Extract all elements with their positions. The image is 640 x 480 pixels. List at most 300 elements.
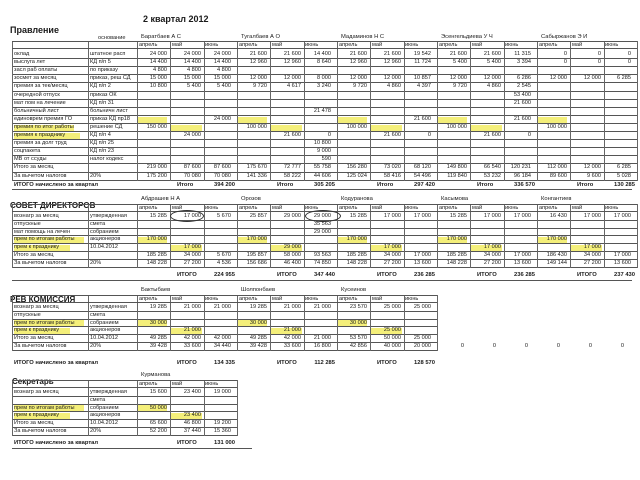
row-label: прем к празднику: [14, 327, 60, 334]
value-cell: 6 286: [517, 75, 531, 82]
quarter-total-label: ИТОГО начислено за квартал: [14, 360, 99, 366]
quarter-total-value: 112 285: [314, 360, 335, 366]
value-cell: 68 120: [413, 164, 431, 171]
grid-line: [88, 295, 89, 351]
month-header: май: [372, 296, 383, 302]
total-word: ИТОГО: [577, 272, 597, 278]
row-label: единоврем премия ГО: [14, 115, 73, 122]
person-name: Курманова: [141, 372, 171, 378]
value-cell: 0: [563, 51, 567, 57]
grid-line: [137, 295, 138, 351]
row-label: премия к празднику: [14, 132, 66, 138]
value-cell: 25 000: [383, 327, 401, 334]
row-basis: 10.04.2012: [90, 335, 118, 342]
value-cell: 70 080: [213, 172, 231, 179]
header-line: [12, 48, 637, 49]
row-basis: собранием: [90, 228, 119, 235]
value-cell: 119 840: [447, 172, 467, 179]
value-cell: 50 000: [149, 404, 167, 411]
grid-line: [12, 380, 13, 436]
row-label: отпускные: [14, 220, 41, 227]
value-cell: 12 960: [283, 59, 301, 66]
value-cell: 15 600: [149, 389, 167, 395]
value-cell: 12 000: [483, 75, 501, 82]
row-basis: КД п/п 23: [90, 148, 114, 155]
quarter-total-value: 134 335: [214, 360, 235, 366]
value-cell: 170 000: [446, 236, 467, 243]
month-header: июнь: [205, 381, 219, 387]
grid-line: [437, 41, 438, 181]
value-cell: 6 285: [617, 75, 631, 82]
value-cell: 25 000: [383, 304, 401, 310]
grid-line: [12, 41, 13, 181]
value-cell: 42 000: [213, 335, 231, 342]
grid-line: [470, 204, 471, 268]
month-header: апрель: [439, 42, 458, 48]
total-word: Итого: [577, 182, 594, 188]
value-cell: 21 600: [449, 51, 467, 57]
value-cell: 40 000: [383, 343, 401, 349]
value-cell: 21 000: [313, 304, 331, 310]
section-title-directors: СОВЕТ ДИРЕКТОРОВ: [10, 201, 96, 210]
value-cell: 25 000: [413, 304, 431, 310]
month-header: июнь: [605, 42, 619, 48]
value-cell: 10 857: [413, 75, 431, 82]
pen-circle: [305, 210, 341, 222]
value-cell: 14 400: [313, 51, 331, 57]
value-cell: 12 000: [349, 75, 367, 82]
person-name: Кодуранова: [341, 196, 373, 202]
value-cell: 39 428: [249, 343, 267, 349]
grid-line: [437, 295, 438, 351]
row-basis: штатное расп: [90, 51, 126, 57]
header-line: [12, 204, 637, 205]
value-cell: 149 144: [546, 259, 567, 266]
grid-line: [270, 41, 271, 181]
value-cell: 12 960: [249, 59, 267, 66]
value-cell: 12 000: [249, 75, 267, 82]
month-header: июнь: [505, 205, 519, 211]
section-title-secretary: Секретарь: [12, 377, 54, 386]
value-cell: 23 400: [183, 389, 201, 395]
row-label: прем по итогам работы: [14, 236, 75, 243]
value-cell: 0: [627, 59, 631, 66]
value-cell: 13 600: [413, 259, 431, 266]
value-cell: 185 285: [446, 252, 467, 258]
month-header: июнь: [205, 205, 219, 211]
value-cell: 6 285: [617, 164, 631, 171]
total-word: ИТОГО: [277, 360, 297, 366]
month-header: июнь: [305, 296, 319, 302]
value-cell: 21 000: [213, 304, 231, 310]
row-basis: 10.04.2012: [90, 244, 118, 251]
month-header: май: [472, 42, 483, 48]
month-header: июнь: [305, 205, 319, 211]
grid-line: [537, 41, 538, 181]
value-cell: 185 285: [146, 252, 167, 258]
total-word: ИТОГО: [277, 272, 297, 278]
month-header: июнь: [605, 205, 619, 211]
row-basis: налог кодекс: [90, 156, 124, 163]
row-label: отпускные: [14, 311, 41, 318]
value-cell: 17 000: [513, 213, 531, 219]
value-cell: 34 000: [483, 252, 501, 258]
row-basis: 20%: [90, 343, 102, 349]
value-cell: 16 430: [549, 213, 567, 219]
value-cell: 2 545: [517, 83, 531, 90]
value-cell: 5 670: [217, 213, 231, 219]
month-header: июнь: [205, 42, 219, 48]
row-basis: смета: [90, 311, 106, 318]
header-line: [12, 302, 437, 303]
month-header: апрель: [139, 42, 158, 48]
grid-line: [270, 295, 271, 351]
grid-line: [570, 41, 571, 181]
row-label: Итого за месяц: [14, 335, 54, 342]
row-basis: смета: [90, 396, 106, 403]
total-word: ИТОГО: [477, 272, 497, 278]
section-rule: [12, 280, 632, 281]
person-name: Кусеинов: [341, 287, 367, 293]
row-basis: 20%: [90, 172, 102, 179]
row-basis: 10.04.2012: [90, 420, 118, 427]
value-cell: 170 000: [146, 236, 167, 243]
value-cell: 21 600: [283, 51, 301, 57]
value-cell: 10 800: [149, 83, 167, 90]
value-cell: 0: [597, 51, 601, 57]
value-cell: 170 000: [546, 236, 567, 243]
value-cell: 15 000: [213, 75, 231, 82]
row-basis: КД п/п 2: [90, 83, 111, 90]
value-cell: 15 285: [449, 213, 467, 219]
grid-line: [137, 41, 138, 181]
value-cell: 0: [627, 51, 631, 57]
value-cell: 46 800: [183, 420, 201, 427]
value-cell: 13 600: [513, 259, 531, 266]
grid-line: [170, 41, 171, 181]
row-basis: приказ ОК: [90, 91, 117, 98]
quarter-total-value: 305 205: [314, 182, 335, 188]
value-cell: 8 640: [317, 59, 331, 66]
quarter-total-value: 128 570: [414, 360, 435, 366]
header-line: [12, 41, 637, 42]
person-name: Абдрашев Н А: [141, 196, 180, 202]
quarter-total-value: 130 285: [614, 182, 635, 188]
value-cell: 24 000: [183, 51, 201, 57]
value-cell: 21 000: [283, 327, 301, 334]
month-header: май: [272, 296, 283, 302]
value-cell: 30 000: [349, 319, 367, 326]
value-cell: 33 600: [183, 343, 201, 349]
value-cell: 4 800: [217, 67, 231, 74]
value-cell: 17 000: [483, 213, 501, 219]
value-cell: 19 542: [413, 51, 431, 57]
value-cell: 9 720: [453, 83, 467, 90]
month-header: апрель: [239, 296, 258, 302]
value-cell: 27 200: [483, 259, 501, 266]
quarter-total-value: 224 955: [214, 272, 235, 278]
value-cell: 4 617: [287, 83, 301, 90]
value-cell: 148 228: [446, 259, 467, 266]
grid-line: [204, 380, 205, 436]
month-header: май: [372, 42, 383, 48]
grid-line: [370, 204, 371, 268]
value-cell: 5 670: [217, 252, 231, 258]
value-cell: 35 563: [313, 220, 331, 227]
value-cell: 17 000: [513, 252, 531, 258]
value-cell: 66 540: [483, 164, 501, 171]
row-basis: собранием: [90, 319, 119, 326]
value-cell: 21 600: [513, 99, 531, 106]
total-word: Итого: [377, 182, 394, 188]
value-cell: 21 600: [483, 51, 501, 57]
total-word: ИТОГО: [177, 440, 197, 446]
value-cell: 125 024: [346, 172, 367, 179]
value-cell: 12 000: [449, 75, 467, 82]
row-basis: больничн лист: [90, 107, 128, 114]
quarter-total-value: 236 285: [414, 272, 435, 278]
grid-line: [304, 295, 305, 351]
month-header: апрель: [339, 205, 358, 211]
value-cell: 12 000: [383, 75, 401, 82]
value-cell: 21 478: [313, 107, 331, 114]
value-cell: 0: [527, 132, 531, 138]
value-cell: 54 496: [413, 172, 431, 179]
grid-line: [504, 41, 505, 181]
value-cell: 10 800: [313, 140, 331, 147]
row-label: вознагр за месяц: [14, 304, 59, 310]
month-header: апрель: [439, 205, 458, 211]
month-header: май: [272, 205, 283, 211]
value-cell: 52 200: [149, 428, 167, 434]
section-title-board: Правление: [10, 25, 59, 35]
value-cell: 185 285: [346, 252, 367, 258]
value-cell: 58 000: [283, 252, 301, 258]
grid-line: [437, 204, 438, 268]
zero-cell: 0: [460, 343, 464, 349]
row-basis: 20%: [90, 428, 102, 434]
value-cell: 156 686: [246, 259, 267, 266]
quarter-total-value: 347 440: [314, 272, 335, 278]
value-cell: 0: [563, 59, 567, 66]
value-cell: 12 960: [383, 59, 401, 66]
zero-cell: 0: [524, 343, 528, 349]
value-cell: 29 000: [313, 213, 331, 219]
value-cell: 186 430: [546, 252, 567, 258]
value-cell: 23 400: [183, 412, 201, 419]
row-basis: акционеров: [90, 412, 121, 419]
grid-line: [637, 204, 638, 268]
grid-line: [237, 41, 238, 181]
month-header: май: [572, 42, 583, 48]
value-cell: 21 600: [249, 51, 267, 57]
value-cell: 11 724: [414, 59, 431, 66]
basis-column-header: основание: [98, 35, 126, 41]
value-cell: 5 400: [487, 59, 501, 66]
month-header: июнь: [305, 42, 319, 48]
value-cell: 72 777: [283, 164, 301, 171]
value-cell: 0: [427, 132, 431, 138]
grid-line: [404, 41, 405, 181]
value-cell: 21 600: [513, 115, 531, 122]
value-cell: 175 200: [146, 172, 167, 179]
value-cell: 89 600: [549, 172, 567, 179]
value-cell: 27 200: [183, 259, 201, 266]
row-label: Итого за месяц: [14, 420, 54, 427]
value-cell: 96 184: [513, 172, 531, 179]
month-header: июнь: [505, 42, 519, 48]
value-cell: 120 231: [510, 164, 531, 171]
grid-line: [204, 41, 205, 181]
value-cell: 42 000: [283, 335, 301, 342]
value-cell: 87 600: [183, 164, 201, 171]
row-label: мат пом на лечение: [14, 99, 66, 106]
grid-line: [88, 204, 89, 268]
value-cell: 24 000: [213, 51, 231, 57]
value-cell: 14 400: [213, 59, 231, 66]
row-basis: по приказу: [90, 67, 118, 74]
grid-line: [137, 204, 138, 268]
value-cell: 21 600: [349, 51, 367, 57]
value-cell: 17 000: [613, 252, 631, 258]
value-cell: 29 000: [283, 213, 301, 219]
value-cell: 24 000: [149, 51, 167, 57]
value-cell: 112 000: [547, 164, 567, 171]
quarter-total-value: 237 430: [614, 272, 635, 278]
value-cell: 19 285: [249, 304, 267, 310]
value-cell: 21 000: [183, 327, 201, 334]
value-cell: 15 285: [149, 213, 167, 219]
value-cell: 53 232: [483, 172, 501, 179]
value-cell: 58 222: [283, 172, 301, 179]
grid-line: [537, 204, 538, 268]
value-cell: 175 670: [246, 164, 267, 171]
row-basis: приказ, реш СД: [90, 75, 131, 82]
quarter-title: 2 квартал 2012: [143, 14, 209, 24]
value-cell: 9 600: [587, 172, 601, 179]
value-cell: 12 000: [583, 75, 601, 82]
value-cell: 65 600: [149, 420, 167, 427]
value-cell: 33 600: [283, 343, 301, 349]
row-basis: утвержденная: [90, 389, 127, 395]
value-cell: 13 600: [613, 259, 631, 266]
value-cell: 39 428: [149, 343, 167, 349]
section-rule: [12, 189, 632, 190]
month-header: июнь: [405, 205, 419, 211]
row-line: [12, 267, 637, 268]
value-cell: 87 600: [213, 164, 231, 171]
value-cell: 50 000: [383, 335, 401, 342]
person-name: Мадаминов Н С: [341, 34, 385, 40]
row-label: больничный лист: [14, 107, 60, 114]
grid-line: [170, 380, 171, 436]
value-cell: 25 857: [249, 213, 267, 219]
row-label: прем по итогам работы: [14, 404, 75, 411]
value-cell: 5 400: [187, 83, 201, 90]
row-label: прем к празднику: [14, 412, 60, 419]
grid-line: [604, 41, 605, 181]
value-cell: 27 200: [383, 259, 401, 266]
value-cell: 34 000: [383, 252, 401, 258]
grid-line: [604, 204, 605, 268]
grid-line: [570, 204, 571, 268]
value-cell: 30 000: [249, 319, 267, 326]
grid-line: [470, 41, 471, 181]
value-cell: 19 285: [149, 304, 167, 310]
row-basis: КД п/п 25: [90, 140, 114, 147]
value-cell: 49 285: [249, 335, 267, 342]
grid-line: [370, 41, 371, 181]
header-line: [12, 387, 237, 388]
value-cell: 24 000: [213, 115, 231, 122]
month-header: май: [572, 205, 583, 211]
value-cell: 100 000: [246, 123, 267, 130]
month-header: апрель: [339, 296, 358, 302]
grid-line: [237, 295, 238, 351]
month-header: апрель: [339, 42, 358, 48]
value-cell: 4 800: [187, 67, 201, 74]
grid-line: [137, 380, 138, 436]
value-cell: 15 000: [183, 75, 201, 82]
row-label: МВ от ссуды: [14, 156, 47, 163]
row-label: засл раб оплаты: [14, 67, 58, 74]
grid-line: [88, 41, 89, 181]
value-cell: 74 850: [313, 259, 331, 266]
grid-line: [337, 41, 338, 181]
grid-line: [504, 204, 505, 268]
row-label: очередной отпуск: [14, 91, 60, 98]
row-label: За вычетом налогов: [14, 259, 67, 266]
value-cell: 70 080: [183, 172, 201, 179]
value-cell: 20 000: [413, 343, 431, 349]
section-title-audit: РЕВ КОМИССИЯ: [10, 295, 76, 304]
row-label: мат помощь на лечен: [14, 228, 71, 235]
row-basis: утвержденная: [90, 213, 127, 219]
value-cell: 100 000: [346, 123, 367, 130]
row-label: соцпакета: [14, 148, 41, 155]
value-cell: 42 000: [183, 335, 201, 342]
quarter-total-value: 336 570: [514, 182, 535, 188]
value-cell: 16 800: [313, 343, 331, 349]
value-cell: 21 000: [313, 335, 331, 342]
value-cell: 19 000: [213, 389, 231, 395]
total-word: ИТОГО: [377, 360, 397, 366]
header-line: [12, 380, 237, 381]
header-line: [12, 295, 437, 296]
month-header: июнь: [205, 296, 219, 302]
value-cell: 100 000: [446, 123, 467, 130]
row-basis: акционеров: [90, 236, 121, 243]
grid-line: [304, 41, 305, 181]
month-header: апрель: [539, 42, 558, 48]
grid-line: [370, 295, 371, 351]
row-label: оклад: [14, 51, 30, 57]
row-label: прем к празднику: [14, 244, 60, 251]
month-header: апрель: [139, 296, 158, 302]
value-cell: 44 606: [313, 172, 331, 179]
month-header: июнь: [405, 296, 419, 302]
row-label: Итого за месяц: [14, 164, 54, 171]
row-label: зосмет за месяц: [14, 75, 57, 82]
value-cell: 21 600: [383, 132, 401, 138]
person-name: Орозов: [241, 196, 261, 202]
row-basis: собранием: [90, 404, 119, 411]
month-header: май: [172, 296, 183, 302]
total-word: ИТОГО: [377, 272, 397, 278]
value-cell: 21 000: [183, 304, 201, 310]
month-header: июнь: [405, 42, 419, 48]
month-header: апрель: [539, 205, 558, 211]
